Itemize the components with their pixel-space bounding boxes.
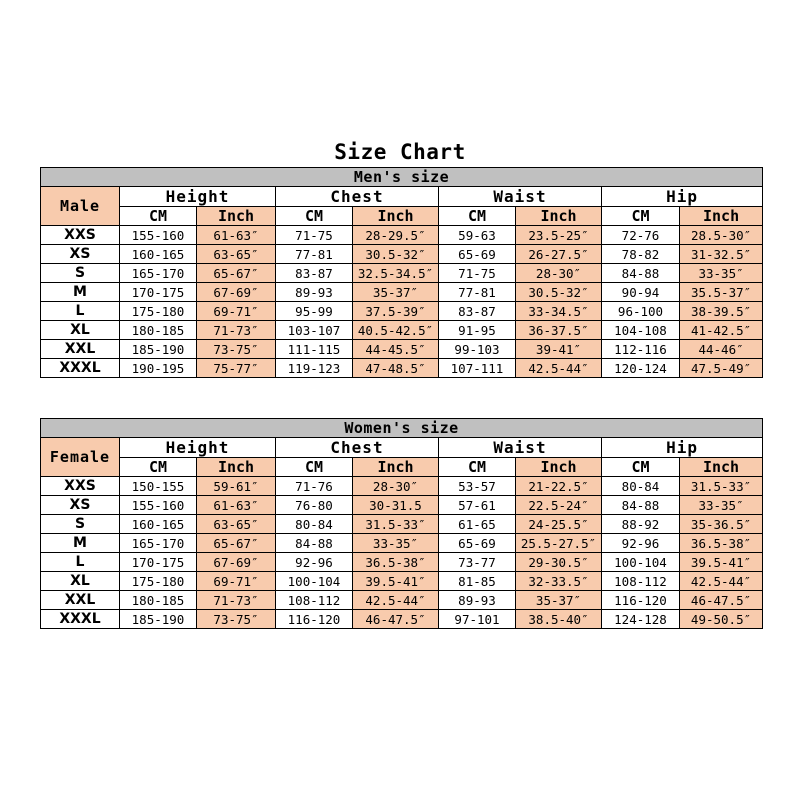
inch-value-cell: 37.5-39″ (353, 302, 439, 321)
cm-value-cell: 59-63 (439, 226, 516, 245)
size-label-cell: S (41, 515, 120, 534)
cm-value-cell: 160-165 (120, 515, 197, 534)
cm-value-cell: 65-69 (439, 534, 516, 553)
group-header-row (41, 438, 763, 458)
cm-value-cell: 165-170 (120, 534, 197, 553)
group-header-chest: Chest (276, 187, 439, 207)
inch-value-cell: 42.5-44″ (516, 359, 602, 378)
cm-value-cell: 150-155 (120, 477, 197, 496)
cm-value-cell: 180-185 (120, 321, 197, 340)
size-label-cell: M (41, 283, 120, 302)
unit-cm-header: CM (602, 207, 680, 226)
inch-value-cell: 61-63″ (197, 226, 276, 245)
unit-cm-header: CM (276, 207, 353, 226)
inch-value-cell: 42.5-44″ (680, 572, 763, 591)
inch-value-cell: 65-67″ (197, 264, 276, 283)
cm-value-cell: 89-93 (439, 591, 516, 610)
inch-value-cell: 71-73″ (197, 321, 276, 340)
cm-value-cell: 170-175 (120, 283, 197, 302)
cm-value-cell: 175-180 (120, 572, 197, 591)
cm-value-cell: 99-103 (439, 340, 516, 359)
size-label-cell: XS (41, 245, 120, 264)
inch-value-cell: 35.5-37″ (680, 283, 763, 302)
inch-value-cell: 36.5-38″ (353, 553, 439, 572)
inch-value-cell: 75-77″ (197, 359, 276, 378)
unit-header-row (41, 207, 763, 226)
cm-value-cell: 124-128 (602, 610, 680, 629)
inch-value-cell: 28-30″ (353, 477, 439, 496)
cm-value-cell: 71-75 (439, 264, 516, 283)
cm-value-cell: 185-190 (120, 610, 197, 629)
cm-value-cell: 116-120 (602, 591, 680, 610)
cm-value-cell: 104-108 (602, 321, 680, 340)
cm-value-cell: 53-57 (439, 477, 516, 496)
size-label-cell: XXXL (41, 359, 120, 378)
cm-value-cell: 89-93 (276, 283, 353, 302)
unit-cm-header: CM (602, 458, 680, 477)
cm-value-cell: 160-165 (120, 245, 197, 264)
table-row (41, 572, 763, 591)
inch-value-cell: 33-35″ (680, 496, 763, 515)
inch-value-cell: 33-35″ (680, 264, 763, 283)
table-banner-row (41, 168, 763, 187)
inch-value-cell: 39.5-41″ (680, 553, 763, 572)
table-row (41, 477, 763, 496)
cm-value-cell: 120-124 (602, 359, 680, 378)
table-row (41, 553, 763, 572)
size-label-cell: L (41, 553, 120, 572)
inch-value-cell: 26-27.5″ (516, 245, 602, 264)
cm-value-cell: 92-96 (602, 534, 680, 553)
cm-value-cell: 71-76 (276, 477, 353, 496)
mens-size-table (40, 167, 763, 378)
cm-value-cell: 84-88 (276, 534, 353, 553)
cm-value-cell: 170-175 (120, 553, 197, 572)
unit-cm-header: CM (276, 458, 353, 477)
inch-value-cell: 63-65″ (197, 245, 276, 264)
inch-value-cell: 63-65″ (197, 515, 276, 534)
inch-value-cell: 41-42.5″ (680, 321, 763, 340)
group-header-waist: Waist (439, 187, 602, 207)
cm-value-cell: 90-94 (602, 283, 680, 302)
cm-value-cell: 103-107 (276, 321, 353, 340)
inch-value-cell: 31.5-33″ (680, 477, 763, 496)
inch-value-cell: 71-73″ (197, 591, 276, 610)
inch-value-cell: 35-36.5″ (680, 515, 763, 534)
table-row (41, 264, 763, 283)
inch-value-cell: 28-29.5″ (353, 226, 439, 245)
inch-value-cell: 73-75″ (197, 340, 276, 359)
unit-header-row (41, 458, 763, 477)
size-label-cell: XS (41, 496, 120, 515)
cm-value-cell: 80-84 (276, 515, 353, 534)
cm-value-cell: 72-76 (602, 226, 680, 245)
inch-value-cell: 33-34.5″ (516, 302, 602, 321)
cm-value-cell: 65-69 (439, 245, 516, 264)
cm-value-cell: 80-84 (602, 477, 680, 496)
inch-value-cell: 47.5-49″ (680, 359, 763, 378)
inch-value-cell: 24-25.5″ (516, 515, 602, 534)
cm-value-cell: 108-112 (276, 591, 353, 610)
cm-value-cell: 76-80 (276, 496, 353, 515)
table-banner: Women's size (41, 419, 763, 438)
inch-value-cell: 42.5-44″ (353, 591, 439, 610)
unit-inch-header: Inch (680, 458, 763, 477)
inch-value-cell: 44-46″ (680, 340, 763, 359)
table-row (41, 340, 763, 359)
table-row (41, 283, 763, 302)
gender-label: Female (41, 438, 120, 477)
inch-value-cell: 32-33.5″ (516, 572, 602, 591)
womens-size-table (40, 418, 763, 629)
size-label-cell: XXXL (41, 610, 120, 629)
size-label-cell: XL (41, 572, 120, 591)
inch-value-cell: 33-35″ (353, 534, 439, 553)
group-header-height: Height (120, 187, 276, 207)
cm-value-cell: 108-112 (602, 572, 680, 591)
inch-value-cell: 31.5-33″ (353, 515, 439, 534)
cm-value-cell: 95-99 (276, 302, 353, 321)
table-row (41, 515, 763, 534)
cm-value-cell: 57-61 (439, 496, 516, 515)
unit-cm-header: CM (120, 207, 197, 226)
group-header-hip: Hip (602, 187, 763, 207)
size-label-cell: L (41, 302, 120, 321)
inch-value-cell: 30-31.5 (353, 496, 439, 515)
page-title: Size Chart (334, 140, 466, 164)
table-row (41, 534, 763, 553)
inch-value-cell: 67-69″ (197, 283, 276, 302)
inch-value-cell: 35-37″ (516, 591, 602, 610)
table-row (41, 245, 763, 264)
inch-value-cell: 30.5-32″ (516, 283, 602, 302)
table-row (41, 591, 763, 610)
group-header-waist: Waist (439, 438, 602, 458)
inch-value-cell: 28-30″ (516, 264, 602, 283)
size-label-cell: XXL (41, 591, 120, 610)
group-header-row (41, 187, 763, 207)
inch-value-cell: 31-32.5″ (680, 245, 763, 264)
cm-value-cell: 111-115 (276, 340, 353, 359)
cm-value-cell: 88-92 (602, 515, 680, 534)
size-label-cell: XXL (41, 340, 120, 359)
inch-value-cell: 40.5-42.5″ (353, 321, 439, 340)
table-row (41, 226, 763, 245)
unit-inch-header: Inch (197, 207, 276, 226)
group-header-hip: Hip (602, 438, 763, 458)
size-label-cell: XXS (41, 226, 120, 245)
table-row (41, 610, 763, 629)
cm-value-cell: 100-104 (276, 572, 353, 591)
size-label-cell: M (41, 534, 120, 553)
inch-value-cell: 39.5-41″ (353, 572, 439, 591)
cm-value-cell: 190-195 (120, 359, 197, 378)
cm-value-cell: 96-100 (602, 302, 680, 321)
inch-value-cell: 22.5-24″ (516, 496, 602, 515)
inch-value-cell: 36.5-38″ (680, 534, 763, 553)
cm-value-cell: 84-88 (602, 496, 680, 515)
inch-value-cell: 30.5-32″ (353, 245, 439, 264)
cm-value-cell: 107-111 (439, 359, 516, 378)
cm-value-cell: 116-120 (276, 610, 353, 629)
cm-value-cell: 155-160 (120, 496, 197, 515)
cm-value-cell: 155-160 (120, 226, 197, 245)
cm-value-cell: 61-65 (439, 515, 516, 534)
inch-value-cell: 46-47.5″ (680, 591, 763, 610)
cm-value-cell: 185-190 (120, 340, 197, 359)
inch-value-cell: 69-71″ (197, 572, 276, 591)
cm-value-cell: 119-123 (276, 359, 353, 378)
cm-value-cell: 84-88 (602, 264, 680, 283)
inch-value-cell: 39-41″ (516, 340, 602, 359)
cm-value-cell: 71-75 (276, 226, 353, 245)
group-header-chest: Chest (276, 438, 439, 458)
unit-inch-header: Inch (516, 458, 602, 477)
cm-value-cell: 165-170 (120, 264, 197, 283)
cm-value-cell: 180-185 (120, 591, 197, 610)
unit-inch-header: Inch (353, 458, 439, 477)
group-header-height: Height (120, 438, 276, 458)
inch-value-cell: 69-71″ (197, 302, 276, 321)
cm-value-cell: 97-101 (439, 610, 516, 629)
table-banner: Men's size (41, 168, 763, 187)
inch-value-cell: 59-61″ (197, 477, 276, 496)
gender-label: Male (41, 187, 120, 226)
cm-value-cell: 78-82 (602, 245, 680, 264)
unit-cm-header: CM (120, 458, 197, 477)
unit-cm-header: CM (439, 207, 516, 226)
table-banner-row (41, 419, 763, 438)
size-label-cell: S (41, 264, 120, 283)
size-label-cell: XXS (41, 477, 120, 496)
table-row (41, 302, 763, 321)
inch-value-cell: 38.5-40″ (516, 610, 602, 629)
inch-value-cell: 32.5-34.5″ (353, 264, 439, 283)
table-row (41, 359, 763, 378)
cm-value-cell: 112-116 (602, 340, 680, 359)
inch-value-cell: 21-22.5″ (516, 477, 602, 496)
cm-value-cell: 73-77 (439, 553, 516, 572)
inch-value-cell: 28.5-30″ (680, 226, 763, 245)
cm-value-cell: 83-87 (439, 302, 516, 321)
unit-inch-header: Inch (197, 458, 276, 477)
size-label-cell: XL (41, 321, 120, 340)
table-row (41, 496, 763, 515)
inch-value-cell: 73-75″ (197, 610, 276, 629)
cm-value-cell: 91-95 (439, 321, 516, 340)
cm-value-cell: 83-87 (276, 264, 353, 283)
inch-value-cell: 44-45.5″ (353, 340, 439, 359)
inch-value-cell: 61-63″ (197, 496, 276, 515)
inch-value-cell: 67-69″ (197, 553, 276, 572)
inch-value-cell: 65-67″ (197, 534, 276, 553)
inch-value-cell: 47-48.5″ (353, 359, 439, 378)
unit-inch-header: Inch (680, 207, 763, 226)
cm-value-cell: 92-96 (276, 553, 353, 572)
inch-value-cell: 38-39.5″ (680, 302, 763, 321)
cm-value-cell: 81-85 (439, 572, 516, 591)
inch-value-cell: 49-50.5″ (680, 610, 763, 629)
table-row (41, 321, 763, 340)
inch-value-cell: 23.5-25″ (516, 226, 602, 245)
inch-value-cell: 35-37″ (353, 283, 439, 302)
cm-value-cell: 175-180 (120, 302, 197, 321)
cm-value-cell: 77-81 (439, 283, 516, 302)
cm-value-cell: 100-104 (602, 553, 680, 572)
inch-value-cell: 25.5-27.5″ (516, 534, 602, 553)
unit-inch-header: Inch (353, 207, 439, 226)
inch-value-cell: 36-37.5″ (516, 321, 602, 340)
unit-cm-header: CM (439, 458, 516, 477)
cm-value-cell: 77-81 (276, 245, 353, 264)
inch-value-cell: 46-47.5″ (353, 610, 439, 629)
inch-value-cell: 29-30.5″ (516, 553, 602, 572)
unit-inch-header: Inch (516, 207, 602, 226)
